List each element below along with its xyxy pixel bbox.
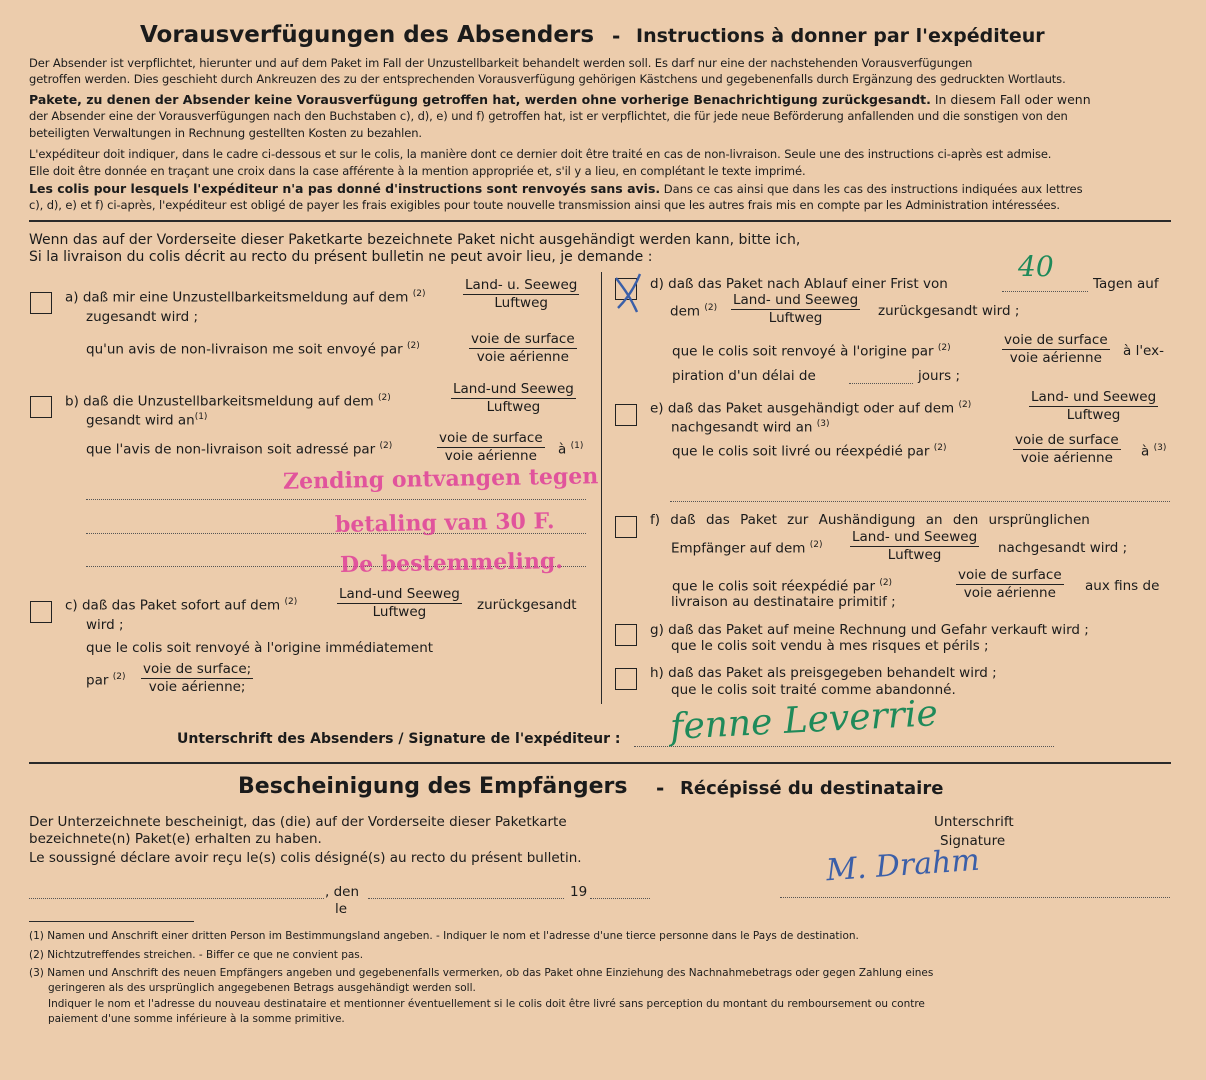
option-g-fr: que le colis soit vendu à mes risques et périls ; bbox=[671, 638, 989, 654]
fraction-numerator: voie de surface bbox=[1015, 432, 1119, 448]
superscript: (2) bbox=[958, 400, 972, 410]
option-e-route-fraction bbox=[1029, 389, 1158, 424]
receipt-place-line[interactable] bbox=[29, 898, 324, 899]
superscript: (3) bbox=[1153, 443, 1167, 453]
option-f-checkbox[interactable] bbox=[615, 516, 637, 538]
receipt-text-de1: Der Unterzeichnete bescheinigt, das (die) auf der Vorderseite dieser Paketkarte bbox=[29, 814, 567, 830]
superscript: (2) bbox=[809, 540, 823, 550]
option-c-fr2 bbox=[86, 672, 125, 689]
option-f-fr1-text: que le colis soit réexpédié par bbox=[672, 578, 876, 595]
option-d-voie-fraction bbox=[1002, 332, 1110, 367]
option-a-checkbox[interactable] bbox=[30, 292, 52, 314]
option-d-delay-line[interactable] bbox=[849, 383, 913, 384]
superscript: (2) bbox=[937, 343, 951, 353]
fraction-numerator: voie de surface; bbox=[143, 661, 252, 677]
option-b-route-fraction bbox=[451, 381, 576, 416]
option-b-de1 bbox=[65, 393, 391, 410]
option-e-fr-text: que le colis soit livré ou réexpédié par bbox=[672, 443, 930, 460]
option-b-voie-fraction bbox=[437, 430, 545, 465]
option-d-de2 bbox=[670, 303, 717, 320]
fraction-numerator: Land- und Seeweg bbox=[852, 529, 978, 545]
option-a-fr bbox=[86, 341, 420, 358]
fraction-denominator: Luftweg bbox=[486, 399, 541, 415]
option-g-de: g) daß das Paket auf meine Rechnung und Gefahr verkauft wird ; bbox=[650, 622, 1089, 638]
option-f-de2-text: Empfänger auf dem bbox=[671, 540, 806, 557]
intro-fr-line: L'expéditeur doit indiquer, dans le cadre ci-dessous et sur le colis, la manière dont ce dernier doit être traité en cas de non-livraison. Seule une des instructions ci-après est admise. bbox=[29, 147, 1052, 161]
receipt-signature-handwritten: M. Drahm bbox=[824, 842, 981, 889]
footnote-divider bbox=[29, 921, 194, 922]
intro-de-line: getroffen werden. Dies geschieht durch Ankreuzen des zu der entsprechenden Vorausverfügung gehörigen Kästchens und gegebenenfalls durch Ergänzung des gedruckten Wortlauts. bbox=[29, 72, 1066, 86]
option-d-fr1 bbox=[672, 343, 951, 360]
fraction-denominator: voie aérienne bbox=[1009, 350, 1102, 366]
sender-signature-handwritten: fenne Leverrie bbox=[669, 693, 939, 748]
column-divider bbox=[601, 272, 602, 704]
receipt-signature-label-de: Unterschrift bbox=[934, 814, 1014, 830]
option-b-fr bbox=[86, 441, 392, 458]
option-e-de1-text: e) daß das Paket ausgehändigt oder auf dem bbox=[650, 400, 955, 417]
receipt-le: le bbox=[335, 901, 348, 917]
superscript: (2) bbox=[406, 341, 420, 351]
receipt-year-prefix: 19 bbox=[570, 884, 588, 900]
option-e-fr-tail bbox=[1141, 443, 1166, 460]
receipt-title-de: Bescheinigung des Empfängers bbox=[238, 774, 628, 799]
intro-fr2-line: c), d), e) et f) ci-après, l'expéditeur est obligé de payer les frais exigibles pour toute nouvelle transmission ainsi que les autres frais mis en compte par les Administration intéressées. bbox=[29, 198, 1060, 212]
option-e-de2-text: nachgesandt wird an bbox=[671, 419, 813, 436]
fraction-denominator: Luftweg bbox=[1066, 407, 1121, 423]
footnote-3-line: geringeren als des ursprünglich angegebenen Betrags ausgehändigt werden soll. bbox=[48, 982, 476, 994]
fraction-numerator: voie de surface bbox=[958, 567, 1062, 583]
fraction-numerator: Land-und Seeweg bbox=[339, 586, 460, 602]
option-d-de2-tail: zurückgesandt wird ; bbox=[878, 303, 1020, 319]
header-title-de: Vorausverfügungen des Absenders bbox=[140, 22, 595, 48]
option-f-fr1 bbox=[672, 578, 892, 595]
fraction-numerator: voie de surface bbox=[471, 331, 575, 347]
option-b-fr-tail-text: à bbox=[558, 441, 567, 458]
footnote-3 bbox=[29, 967, 933, 979]
fraction-denominator: voie aérienne bbox=[444, 448, 537, 464]
option-h-fr: que le colis soit traité comme abandonné. bbox=[671, 682, 956, 698]
option-a-de1 bbox=[65, 289, 425, 306]
superscript: (2) bbox=[704, 303, 718, 313]
option-a-route-fraction bbox=[463, 277, 579, 312]
stamp-line-3: De bestemmeling. bbox=[339, 548, 564, 578]
fraction-denominator: Luftweg bbox=[768, 310, 823, 326]
request-fr: Si la livraison du colis décrit au recto du présent bulletin ne peut avoir lieu, je demande : bbox=[29, 249, 653, 265]
option-b-fr-tail bbox=[558, 441, 583, 458]
option-d-de1-tail: Tagen auf bbox=[1093, 276, 1159, 292]
option-e-fr bbox=[672, 443, 947, 460]
fraction-numerator: Land- und Seeweg bbox=[1031, 389, 1157, 405]
option-c-checkbox[interactable] bbox=[30, 601, 52, 623]
option-f-de1: f) daß das Paket zur Aushändigung an den ursprünglichen bbox=[650, 512, 1090, 528]
fraction-denominator: Luftweg bbox=[887, 547, 942, 563]
footnote-3-line: Indiquer le nom et l'adresse du nouveau destinataire et mentionner éventuellement si le colis doit être livré sans perception du montant du remboursement ou contre bbox=[48, 998, 925, 1010]
option-c-route-fraction bbox=[337, 586, 462, 621]
footnote-text: Nichtzutreffendes streichen. - Biffer ce que ne convient pas. bbox=[47, 949, 364, 961]
footnote-mark: (3) bbox=[29, 967, 44, 979]
intro-de-bold-tail: In diesem Fall oder wenn bbox=[930, 92, 1091, 107]
intro-fr-line: Elle doit être donnée en traçant une croix dans la case afférente à la mention appropriée et, s'il y a lieu, en complétant le texte imprimé. bbox=[29, 164, 806, 178]
option-a-fr-text: qu'un avis de non-livraison me soit envoyé par bbox=[86, 341, 403, 358]
option-f-route-fraction bbox=[850, 529, 979, 564]
intro-de-bold-line bbox=[29, 92, 1091, 107]
option-g-checkbox[interactable] bbox=[615, 624, 637, 646]
intro-de-bold: Pakete, zu denen der Absender keine Vorausverfügung getroffen hat, werden ohne vorherige Benachrichtigung zurückgesandt. bbox=[29, 92, 931, 107]
intro-de2-line: beteiligten Verwaltungen in Rechnung gestellten Kosten zu bezahlen. bbox=[29, 126, 422, 140]
option-e-fr-tail-text: à bbox=[1141, 443, 1150, 460]
receipt-text-de2: bezeichnete(n) Paket(e) erhalten zu haben. bbox=[29, 831, 322, 847]
option-b-de2-text: gesandt wird an bbox=[86, 412, 195, 429]
superscript: (1) bbox=[194, 412, 208, 422]
footnote-2 bbox=[29, 949, 363, 961]
option-f-de2-tail: nachgesandt wird ; bbox=[998, 540, 1128, 556]
superscript: (2) bbox=[379, 441, 393, 451]
option-h-de: h) daß das Paket als preisgegeben behandelt wird ; bbox=[650, 665, 997, 681]
footnote-3-line: paiement d'une somme inférieure à la somme primitive. bbox=[48, 1013, 345, 1025]
fraction-numerator: Land- u. Seeweg bbox=[465, 277, 578, 293]
fraction-numerator: voie de surface bbox=[1004, 332, 1108, 348]
option-a-de1-text: a) daß mir eine Unzustellbarkeitsmeldung auf dem bbox=[65, 289, 409, 306]
superscript: (1) bbox=[570, 441, 584, 451]
option-c-voie-fraction bbox=[141, 661, 253, 696]
option-c-fr2-text: par bbox=[86, 672, 109, 689]
receipt-title-fr: Récépissé du destinataire bbox=[680, 778, 944, 799]
footnote-text: Namen und Anschrift des neuen Empfängers angeben und gegebenenfalls vermerken, ob das Paket ohne Einziehung des Nachnahmebetrags oder gegen Zahlung eines bbox=[47, 967, 934, 979]
receipt-signature-label-fr: Signature bbox=[940, 833, 1006, 849]
option-c-fr1: que le colis soit renvoyé à l'origine immédiatement bbox=[86, 640, 434, 656]
footnote-mark: (2) bbox=[29, 949, 44, 961]
superscript: (3) bbox=[816, 419, 830, 429]
option-b-fr-text: que l'avis de non-livraison soit adressé par bbox=[86, 441, 376, 458]
option-d-fr1-text: que le colis soit renvoyé à l'origine par bbox=[672, 343, 934, 360]
header-title-fr: Instructions à donner par l'expéditeur bbox=[636, 25, 1045, 47]
stamp-line-1: Zending ontvangen tegen bbox=[282, 463, 599, 495]
footnote-mark: (1) bbox=[29, 930, 44, 942]
footnote-text: Namen und Anschrift einer dritten Person im Bestimmungsland angeben. - Indiquer le nom et l'adresse d'une tierce personne dans le Pays de destination. bbox=[47, 930, 859, 942]
option-b-de2 bbox=[86, 412, 207, 429]
fraction-numerator: Land-und Seeweg bbox=[453, 381, 574, 397]
superscript: (2) bbox=[412, 289, 426, 299]
option-b-checkbox[interactable] bbox=[30, 396, 52, 418]
fraction-denominator: voie aérienne; bbox=[148, 679, 246, 695]
option-d-days-line[interactable] bbox=[1002, 291, 1088, 292]
superscript: (2) bbox=[933, 443, 947, 453]
option-e-de1 bbox=[650, 400, 971, 417]
receipt-signature-line[interactable] bbox=[780, 897, 1170, 898]
header-title-sep: - bbox=[612, 24, 621, 48]
option-h-checkbox[interactable] bbox=[615, 668, 637, 690]
receipt-date-line[interactable] bbox=[368, 898, 564, 899]
sender-signature-label: Unterschrift des Absenders / Signature de l'expéditeur : bbox=[177, 731, 621, 747]
option-a-de2: zugesandt wird ; bbox=[86, 309, 199, 325]
option-d-route-fraction bbox=[731, 292, 860, 327]
option-d-fr1-tail: à l'ex- bbox=[1123, 343, 1164, 359]
superscript: (2) bbox=[284, 597, 298, 607]
option-b-de1-text: b) daß die Unzustellbarkeitsmeldung auf dem bbox=[65, 393, 374, 410]
receipt-text-fr: Le soussigné déclare avoir reçu le(s) colis désigné(s) au recto du présent bulletin. bbox=[29, 850, 582, 866]
fraction-denominator: Luftweg bbox=[494, 295, 548, 311]
fraction-denominator: Luftweg bbox=[372, 604, 427, 620]
option-b-address-line[interactable] bbox=[86, 499, 586, 500]
option-c-de1-text: c) daß das Paket sofort auf dem bbox=[65, 597, 281, 614]
fraction-denominator: voie aérienne bbox=[1020, 450, 1113, 466]
intro-fr-bold-tail: Dans ce cas ainsi que dans les cas des instructions indiquées aux lettres bbox=[660, 182, 1083, 196]
fraction-denominator: voie aérienne bbox=[476, 349, 569, 365]
intro-de-line: Der Absender ist verpflichtet, hierunter und auf dem Paket im Fall der Unzustellbarkeit behandelt werden soll. Es darf nur eine der nachstehenden Vorausverfügungen bbox=[29, 56, 973, 70]
option-d-days-handwritten: 40 bbox=[1018, 250, 1054, 283]
stamp-line-2: betaling van 30 F. bbox=[334, 508, 555, 538]
intro-de2-line: der Absender eine der Vorausverfügungen nach den Buchstaben c), d), e) und f) getroffen hat, ist er verpflichtet, die für jede neue Beförderung anfallenden und die sonstigen von den bbox=[29, 109, 1068, 123]
intro-fr-bold-line bbox=[29, 181, 1083, 196]
superscript: (2) bbox=[112, 672, 126, 682]
option-f-fr2: livraison au destinataire primitif ; bbox=[671, 594, 896, 610]
fraction-numerator: Land- und Seeweg bbox=[733, 292, 859, 308]
receipt-title-sep: - bbox=[656, 776, 665, 800]
option-d-de2-text: dem bbox=[670, 303, 701, 320]
request-de: Wenn das auf der Vorderseite dieser Paketkarte bezeichnete Paket nicht ausgehändigt werden kann, bitte ich, bbox=[29, 232, 801, 248]
superscript: (2) bbox=[879, 578, 893, 588]
option-c-de2: wird ; bbox=[86, 617, 124, 633]
option-c-de1 bbox=[65, 597, 297, 614]
option-e-checkbox[interactable] bbox=[615, 404, 637, 426]
receipt-year-line[interactable] bbox=[590, 898, 650, 899]
option-f-fr1-tail: aux fins de bbox=[1085, 578, 1160, 594]
option-f-de2 bbox=[671, 540, 823, 557]
option-d-de1: d) daß das Paket nach Ablauf einer Frist von bbox=[650, 276, 948, 292]
receipt-den: , den bbox=[325, 884, 360, 900]
option-e-address-line[interactable] bbox=[670, 501, 1170, 502]
superscript: (2) bbox=[377, 393, 391, 403]
divider-top bbox=[29, 220, 1171, 222]
divider-middle bbox=[29, 762, 1171, 764]
option-d-fr2: piration d'un délai de bbox=[672, 368, 816, 384]
option-e-de2 bbox=[671, 419, 830, 436]
fraction-numerator: voie de surface bbox=[439, 430, 543, 446]
option-f-voie-fraction bbox=[956, 567, 1064, 602]
option-e-voie-fraction bbox=[1013, 432, 1121, 467]
checkmark-cross-icon bbox=[610, 268, 646, 318]
option-a-voie-fraction bbox=[469, 331, 577, 366]
option-d-fr2-tail: jours ; bbox=[918, 368, 960, 384]
option-c-de1-tail: zurückgesandt bbox=[477, 597, 577, 613]
fraction-denominator: voie aérienne bbox=[963, 585, 1056, 601]
footnote-1 bbox=[29, 930, 859, 942]
intro-fr-bold: Les colis pour lesquels l'expéditeur n'a pas donné d'instructions sont renvoyés sans avis. bbox=[29, 181, 661, 196]
